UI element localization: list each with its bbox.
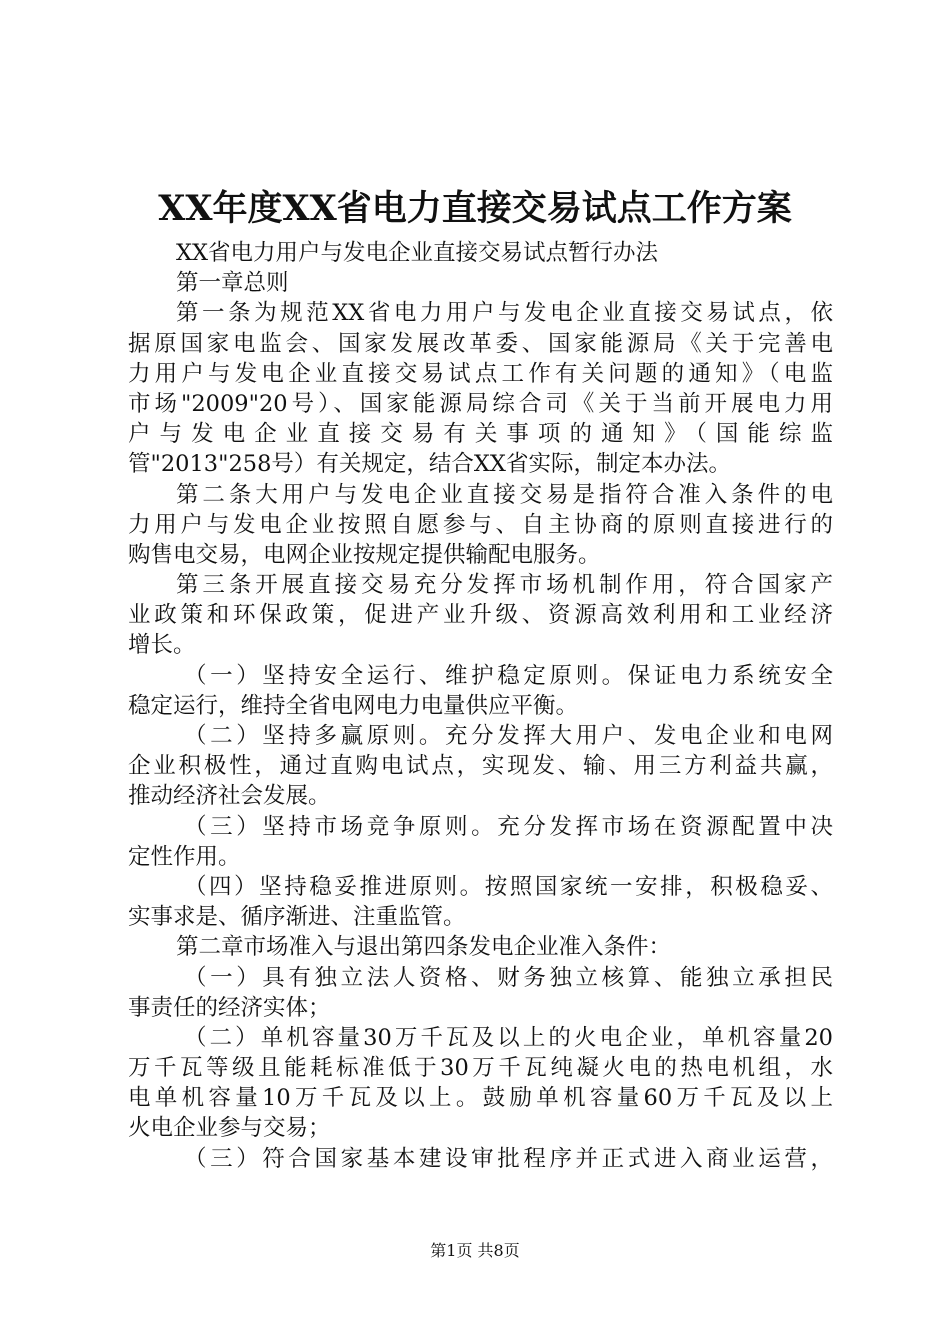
paragraph-line: 力用户与发电企业按照自愿参与、自主协商的原则直接进行的 <box>128 511 833 538</box>
paragraph-line: 据原国家电监会、国家发展改革委、国家能源局《关于完善电 <box>128 330 833 357</box>
paragraph-line: 事责任的经济实体； <box>128 994 331 1021</box>
paragraph-line: 企业积极性，通过直购电试点，实现发、输、用三方利益共赢， <box>128 753 833 780</box>
paragraph-line: 电单机容量10万千瓦及以上。鼓励单机容量60万千瓦及以上 <box>128 1085 833 1112</box>
paragraph-line: 万千瓦等级且能耗标准低于30万千瓦纯凝火电的热电机组，水 <box>128 1055 833 1082</box>
document-title: XX年度XX省电力直接交易试点工作方案 <box>158 188 792 229</box>
paragraph-line: 管"2013"258号）有关规定，结合XX省实际，制定本办法。 <box>128 451 731 478</box>
paragraph-line: 第二条大用户与发电企业直接交易是指符合准入条件的电 <box>176 481 833 508</box>
paragraph-line: （一）具有独立法人资格、财务独立核算、能独立承担民 <box>184 964 833 991</box>
paragraph-line: （二）坚持多赢原则。充分发挥大用户、发电企业和电网 <box>184 723 833 749</box>
paragraph-line: 力用户与发电企业直接交易试点工作有关问题的通知》（电监 <box>128 360 833 387</box>
page-footer: 第1页 共8页 <box>430 1241 520 1260</box>
subtitle-line: XX省电力用户与发电企业直接交易试点暂行办法 <box>176 240 659 266</box>
paragraph-line: （一）坚持安全运行、维护稳定原则。保证电力系统安全 <box>184 662 833 689</box>
paragraph-line: 稳定运行，维持全省电网电力电量供应平衡。 <box>128 692 579 719</box>
paragraph-line: 户与发电企业直接交易有关事项的通知》（国能综监 <box>128 421 833 448</box>
paragraph-line: （三）坚持市场竞争原则。充分发挥市场在资源配置中决 <box>184 813 833 840</box>
document-body <box>128 238 833 1174</box>
paragraph-line: 第一条为规范XX省电力用户与发电企业直接交易试点，依 <box>176 300 833 327</box>
paragraph-line: 增长。 <box>128 632 196 659</box>
chapter-heading: 第一章总则 <box>176 270 289 297</box>
paragraph-line: （二）单机容量30万千瓦及以上的火电企业，单机容量20 <box>184 1024 833 1051</box>
paragraph-line: 实事求是、循序渐进、注重监管。 <box>128 904 466 931</box>
paragraph-line: 市场"2009"20号）、国家能源局综合司《关于当前开展电力用 <box>128 390 833 417</box>
paragraph-line: 业政策和环保政策，促进产业升级、资源高效利用和工业经济 <box>128 602 833 629</box>
paragraph-line: （三）符合国家基本建设审批程序并正式进入商业运营， <box>184 1145 833 1172</box>
paragraph-line: 购售电交易，电网企业按规定提供输配电服务。 <box>128 541 601 568</box>
paragraph-line: 推动经济社会发展。 <box>128 783 331 810</box>
paragraph-line: 第三条开展直接交易充分发挥市场机制作用，符合国家产 <box>176 572 833 599</box>
paragraph-line: 火电企业参与交易； <box>128 1115 331 1142</box>
paragraph-line: 定性作用。 <box>128 843 241 870</box>
chapter-heading: 第二章市场准入与退出第四条发电企业准入条件： <box>176 934 672 961</box>
paragraph-line: （四）坚持稳妥推进原则。按照国家统一安排，积极稳妥、 <box>184 873 833 900</box>
